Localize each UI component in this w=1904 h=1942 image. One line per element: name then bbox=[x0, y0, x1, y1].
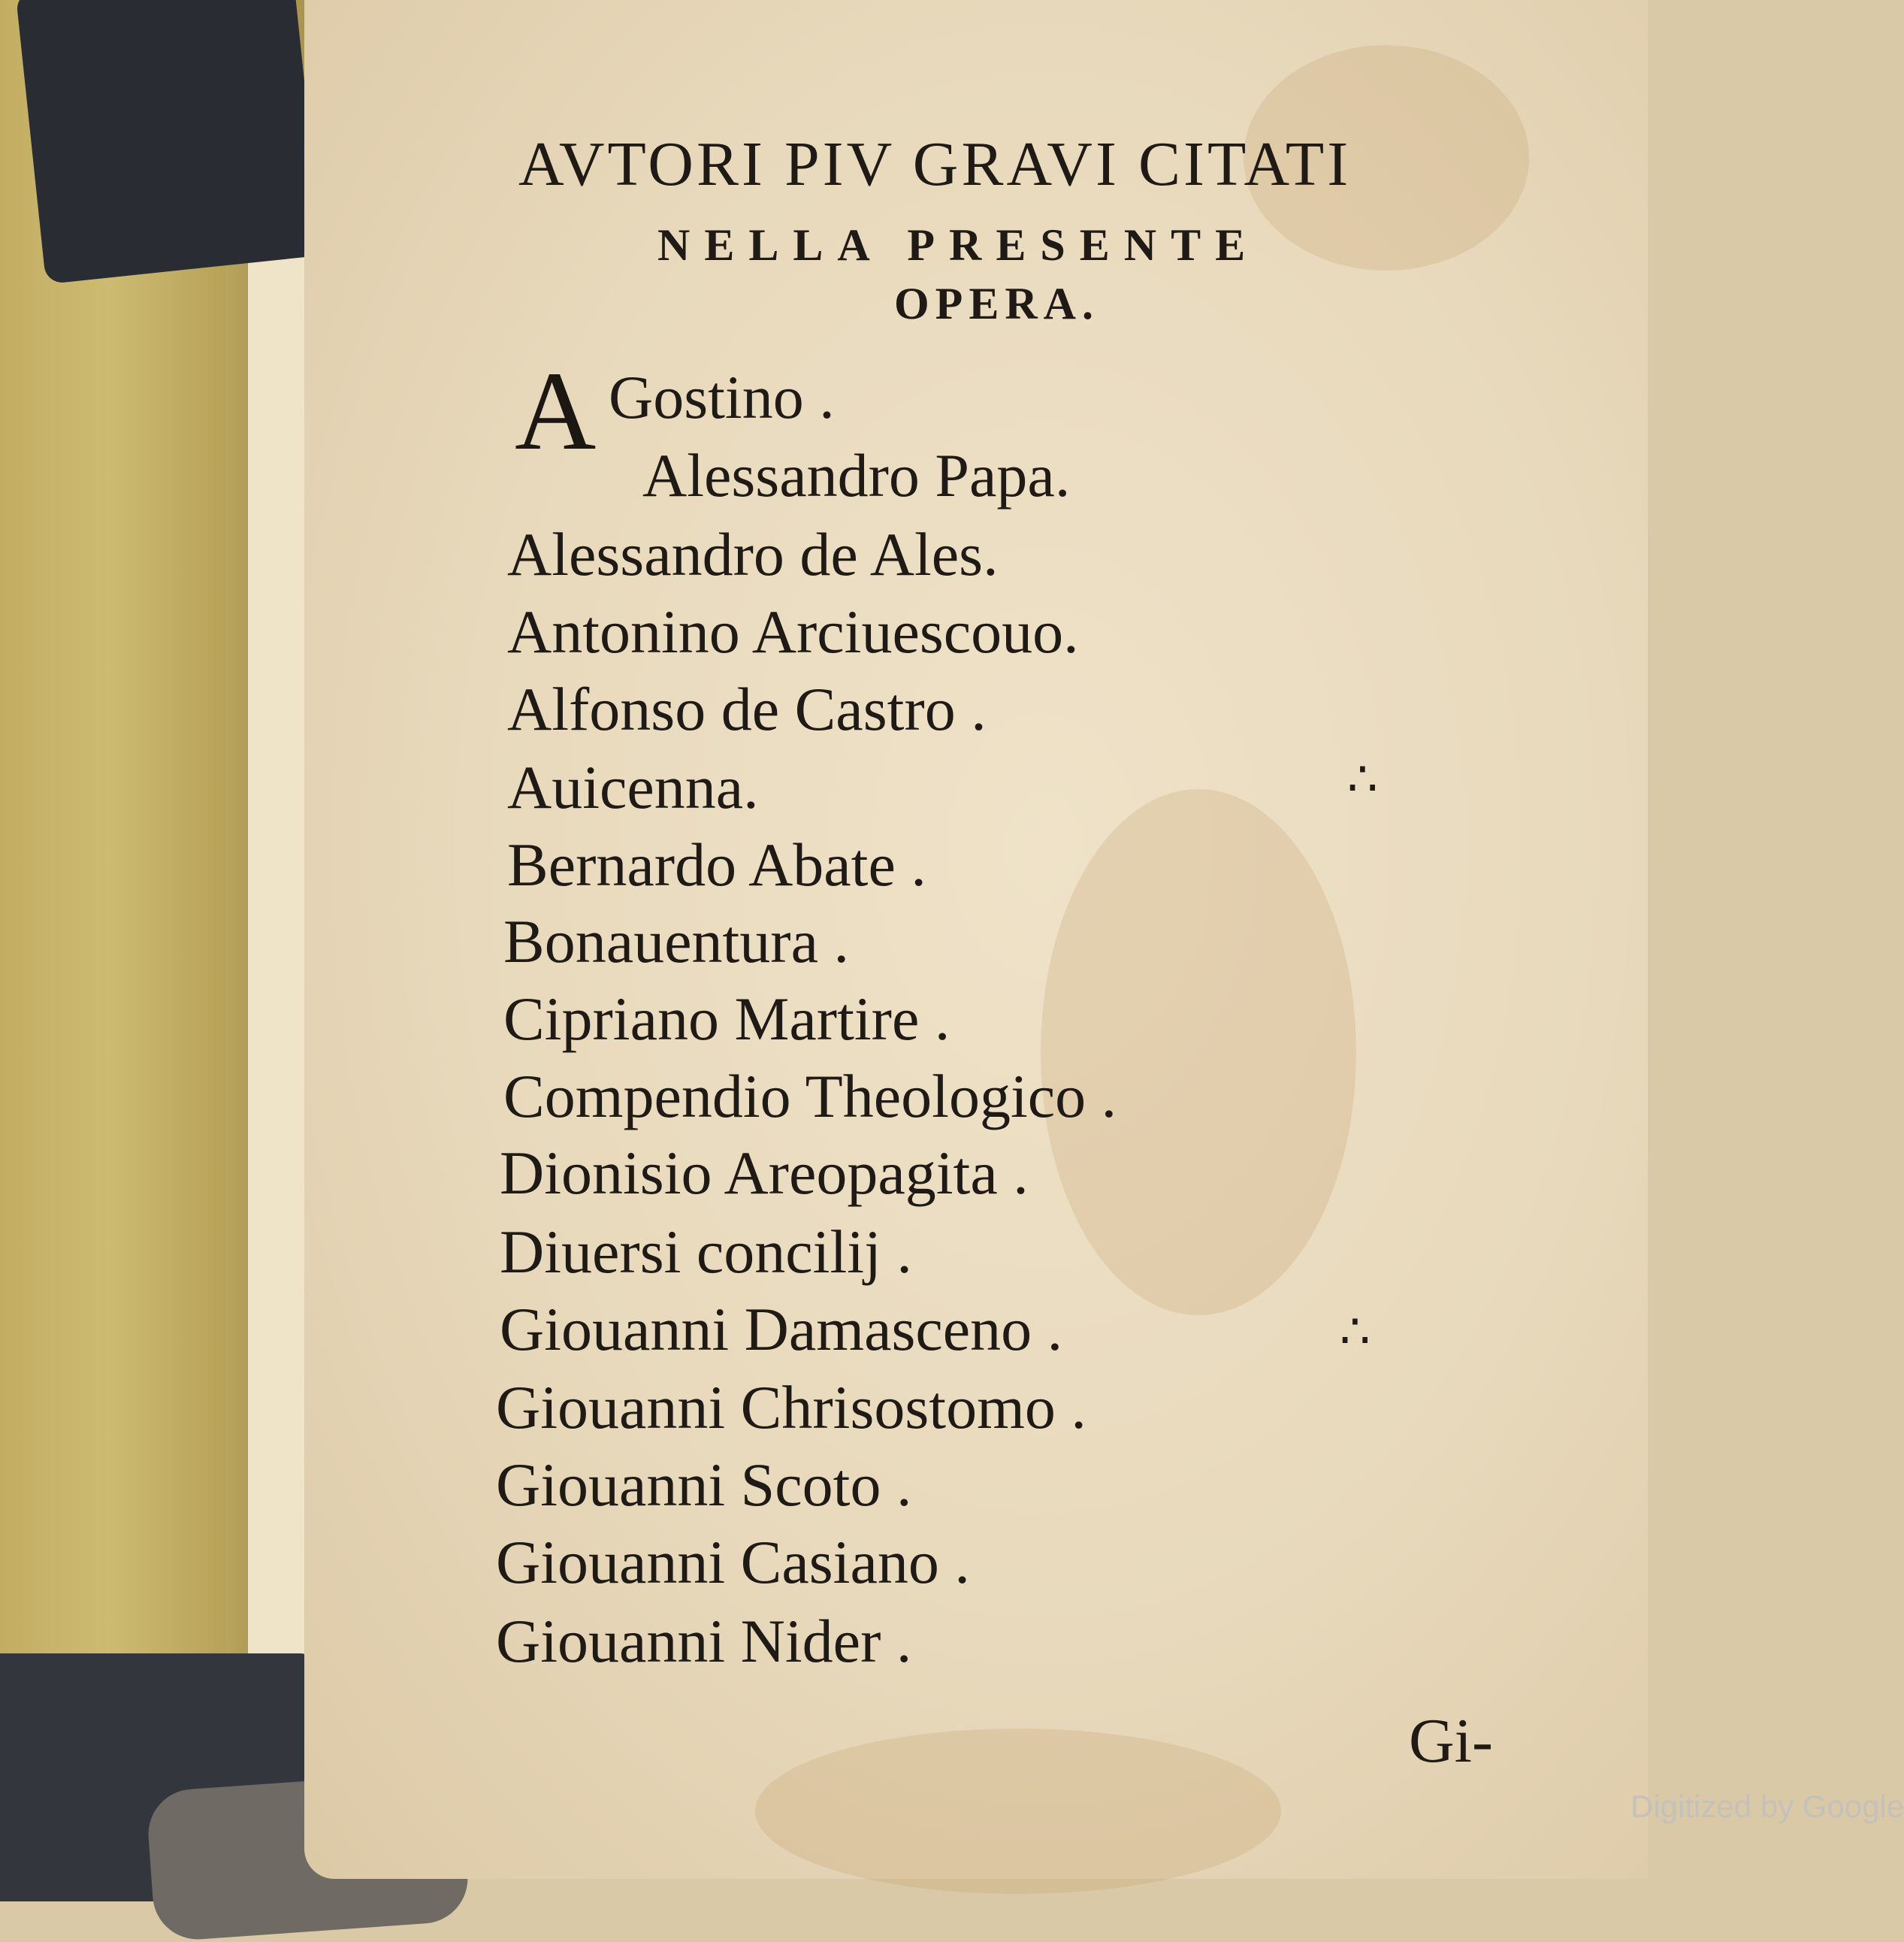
author-entry: Giouanni Damasceno . bbox=[500, 1295, 1063, 1363]
page-subtitle: NELLA PRESENTE bbox=[657, 220, 1260, 270]
author-entry: Auicenna. bbox=[507, 753, 759, 821]
author-entry: Gostino . bbox=[609, 363, 835, 431]
stain bbox=[755, 1729, 1281, 1894]
author-entry: Giouanni Casiano . bbox=[496, 1528, 970, 1596]
watermark: Digitized by Google bbox=[1630, 1789, 1904, 1824]
clip-top bbox=[16, 0, 323, 284]
page-title: AVTORI PIV GRAVI CITATI bbox=[518, 129, 1352, 199]
author-entry: Bernardo Abate . bbox=[507, 830, 926, 899]
catchword: Gi- bbox=[1409, 1706, 1493, 1776]
author-entry: Compendio Theologico . bbox=[503, 1062, 1117, 1130]
ornament-mark: ∴ bbox=[1347, 752, 1380, 806]
author-entry: Alfonso de Castro . bbox=[507, 675, 987, 743]
author-entry: Alessandro de Ales. bbox=[507, 520, 999, 588]
author-entry: Giouanni Nider . bbox=[496, 1607, 912, 1675]
book-page bbox=[304, 0, 1904, 1879]
author-entry: Giouanni Chrisostomo . bbox=[496, 1373, 1086, 1441]
page-edge bbox=[248, 225, 304, 1653]
stain bbox=[1041, 789, 1356, 1315]
author-entry: Bonauentura . bbox=[503, 907, 849, 976]
page-subtitle-end: OPERA. bbox=[894, 279, 1099, 328]
drop-cap: A bbox=[515, 349, 597, 473]
author-entry: Diuersi concilij . bbox=[500, 1218, 912, 1286]
author-entry: Dionisio Areopagita . bbox=[500, 1139, 1029, 1207]
author-entry: Alessandro Papa. bbox=[642, 441, 1071, 510]
author-entry: Cipriano Martire . bbox=[503, 985, 950, 1053]
author-entry: Giouanni Scoto . bbox=[496, 1450, 912, 1519]
author-entry: Antonino Arciuescouo. bbox=[507, 597, 1079, 666]
bleed-through-text bbox=[1018, 421, 1634, 660]
ornament-mark: ∴ bbox=[1340, 1305, 1372, 1358]
